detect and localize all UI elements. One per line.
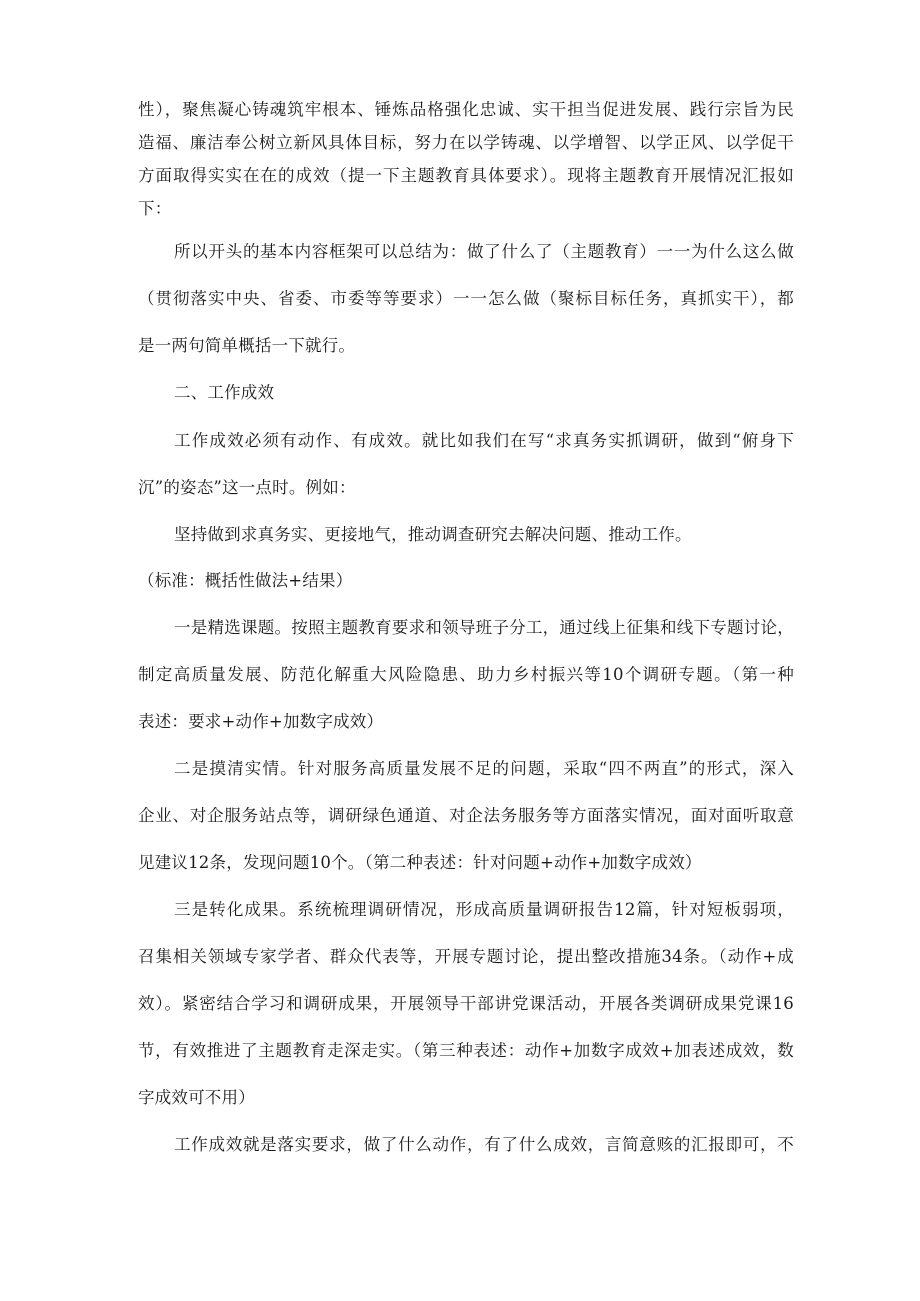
section-heading: 二、工作成效 bbox=[174, 383, 275, 402]
standard-line: （标准：概括性做法+结果） bbox=[138, 571, 353, 590]
item2-line-3: 见建议12条，发现问题10个。（第二种表述：针对问题+动作+加数字成效） bbox=[138, 853, 702, 872]
intro-line-4: 下： bbox=[138, 199, 172, 218]
item1-line-2: 制定高质量发展、防范化解重大风险隐患、助力乡村振兴等10个调研专题。（第一种 bbox=[138, 665, 794, 684]
framework-line-3: 是一两句简单概括一下就行。 bbox=[138, 336, 356, 355]
item3-line-3: 效）。紧密结合学习和调研成果，开展领导干部讲党课活动，开展各类调研成果党课16 bbox=[138, 994, 794, 1013]
item2-line-2: 企业、对企服务站点等，调研绿色通道、对企法务服务等方面落实情况，面对面听取意 bbox=[138, 806, 794, 825]
intro-line-2: 造福、廉洁奉公树立新风具体目标，努力在以学铸魂、以学增智、以学正风、以学促干 bbox=[138, 133, 794, 152]
item3-line-2: 召集相关领域专家学者、群众代表等，开展专题讨论，提出整改措施34条。（动作+成 bbox=[138, 947, 794, 966]
item3-line-1: 三是转化成果。系统梳理调研情况，形成高质量调研报告12篇，针对短板弱项， bbox=[174, 900, 794, 919]
intro-line-3: 方面取得实实在在的成效（提一下主题教育具体要求）。现将主题教育开展情况汇报如 bbox=[138, 166, 794, 185]
closing-line: 工作成效就是落实要求，做了什么动作，有了什么成效，言简意赅的汇报即可，不 bbox=[174, 1135, 794, 1154]
item3-line-4: 节，有效推进了主题教育走深走实。（第三种表述：动作+加数字成效+加表述成效，数 bbox=[138, 1041, 794, 1060]
effect-line-1: 工作成效必须有动作、有成效。就比如我们在写“求真务实抓调研，做到“俯身下 bbox=[174, 431, 794, 450]
framework-line-1: 所以开头的基本内容框架可以总结为：做了什么了（主题教育）一一为什么这么做 bbox=[174, 242, 794, 261]
effect-line-2: 沉”的姿态”这一点时。例如： bbox=[138, 478, 356, 497]
item1-line-1: 一是精选课题。按照主题教育要求和领导班子分工，通过线上征集和线下专题讨论， bbox=[174, 618, 794, 637]
item2-line-1: 二是摸清实情。针对服务高质量发展不足的问题，采取“四不两直”的形式，深入 bbox=[174, 759, 794, 778]
example-line: 坚持做到求真务实、更接地气，推动调查研究去解决问题、推动工作。 bbox=[174, 525, 692, 544]
item1-line-3: 表述：要求+动作+加数字成效） bbox=[138, 712, 384, 731]
intro-line-1: 性），聚焦凝心铸魂筑牢根本、锤炼品格强化忠诚、实干担当促进发展、践行宗旨为民 bbox=[138, 100, 794, 119]
framework-line-2: （贯彻落实中央、省委、市委等等要求）一一怎么做（聚标目标任务，真抓实干），都 bbox=[138, 289, 794, 308]
item3-line-5: 字成效可不用） bbox=[138, 1088, 255, 1107]
